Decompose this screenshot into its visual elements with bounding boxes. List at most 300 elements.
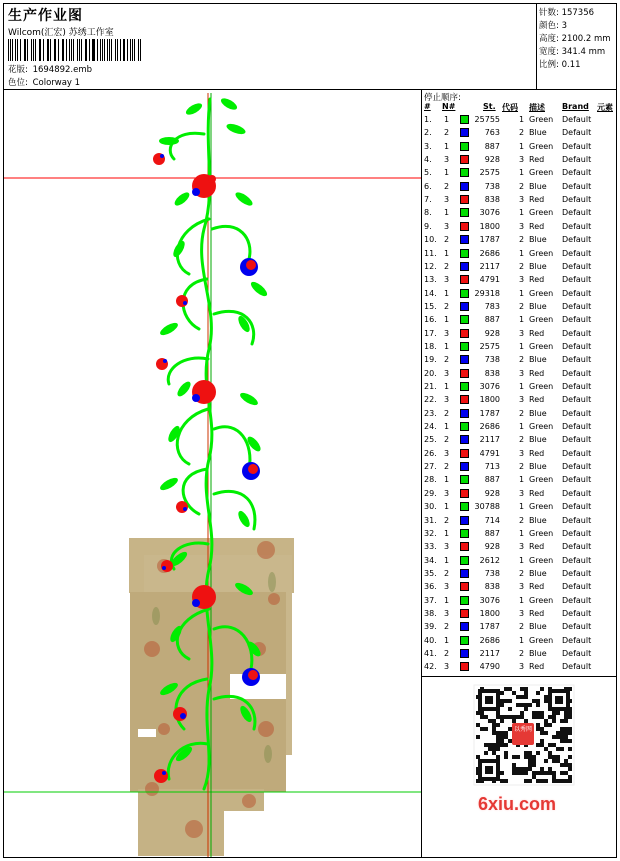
stitch-count: 2575 [479,168,500,178]
stitch-count: 763 [484,128,500,138]
color-description: Green [529,422,554,432]
color-description: Red [529,395,545,405]
row-number: 3. [424,141,432,151]
color-description: Green [529,635,554,645]
thread-brand: Default [562,382,592,391]
thread-brand: Default [562,168,592,178]
color-description: Red [529,195,545,205]
needle-number: 1 [444,208,450,218]
needle-number: 3 [444,195,450,205]
color-code: 1 [519,208,525,218]
color-description: Blue [529,408,547,418]
table-row [422,328,616,341]
needle-number: 1 [444,115,450,124]
needle-number: 3 [444,395,450,405]
stitch-count: 1787 [479,622,500,632]
stitch-count: 713 [484,462,500,472]
color-description: Red [529,542,545,552]
thread-brand: Default [562,408,592,418]
col-element: 元素 [597,103,613,112]
table-row [422,408,616,421]
color-code: 3 [519,275,525,285]
needle-number: 1 [444,341,450,351]
color-code: 1 [519,475,525,485]
thread-brand: Default [562,542,592,552]
col-description: 描述 [529,103,545,112]
table-header [422,102,616,113]
table-row [422,635,616,648]
color-code: 3 [519,448,525,458]
row-number: 6. [424,181,432,191]
row-number: 1. [424,115,432,124]
stitch-count: 30788 [474,502,500,512]
needle-number: 3 [444,542,450,552]
needle-number: 2 [444,301,450,311]
table-row [422,621,616,634]
thread-brand: Default [562,622,592,632]
table-row [422,434,616,447]
thread-brand: Default [562,568,592,578]
color-description: Green [529,475,554,485]
table-row [422,114,616,127]
color-description: Red [529,662,545,672]
color-code: 1 [519,288,525,298]
stitch-count: 2117 [479,649,500,658]
page-title: 生产作业图 [8,8,83,24]
color-description: Red [529,608,545,618]
needle-number: 3 [444,608,450,618]
color-description: Green [529,502,554,512]
color-description: Green [529,141,554,151]
table-row [422,541,616,554]
color-swatch [460,556,469,565]
color-description: Blue [529,128,547,138]
row-number: 29. [424,488,437,498]
embroidery-preview-canvas [4,89,421,857]
color-code: 1 [519,422,525,432]
thread-brand: Default [562,435,592,445]
col-code: 代码 [502,103,518,112]
thread-brand: Default [562,141,592,151]
design-preview [4,89,421,857]
color-description: Green [529,248,554,258]
thread-brand: Default [562,248,592,258]
stitch-count: 738 [484,355,500,365]
table-row [422,501,616,514]
color-swatch [460,208,469,217]
row-number: 24. [424,422,437,432]
thread-brand: Default [562,555,592,565]
color-swatch [460,422,469,431]
table-row [422,167,616,180]
thread-brand: Default [562,328,592,338]
design-height: 高度: 2100.2 mm [539,34,611,44]
color-description: Green [529,315,554,325]
stitch-count: 738 [484,181,500,191]
color-swatch [460,596,469,605]
color-description: Blue [529,568,547,578]
needle-number: 2 [444,435,450,445]
color-code: 2 [519,355,525,365]
row-number: 21. [424,382,437,391]
color-description: Blue [529,462,547,472]
stitch-count: 887 [484,315,500,325]
color-swatch [460,315,469,324]
stitch-count: 928 [484,155,500,165]
needle-number: 1 [444,555,450,565]
thread-brand: Default [562,195,592,205]
thread-brand: Default [562,395,592,405]
table-row [422,381,616,394]
table-row [422,474,616,487]
row-number: 38. [424,608,437,618]
color-swatch [460,435,469,444]
needle-number: 1 [444,528,450,538]
color-code: 2 [519,515,525,525]
color-description: Green [529,115,554,124]
table-row [422,515,616,528]
color-code: 3 [519,395,525,405]
thread-brand: Default [562,261,592,271]
row-number: 34. [424,555,437,565]
stitch-count: 887 [484,475,500,485]
thread-brand: Default [562,301,592,311]
barcode-image [8,39,142,61]
color-sequence-table [422,89,616,677]
col-order: # [424,102,431,111]
row-number: 25. [424,435,437,445]
color-swatch [460,128,469,137]
table-row [422,207,616,220]
table-row [422,274,616,287]
design-label: 花版: [8,65,28,75]
table-row [422,261,616,274]
table-row [422,568,616,581]
table-row [422,154,616,167]
color-count: 颜色: 3 [539,21,567,31]
color-code: 2 [519,649,525,658]
watermark-site: 6xiu.com [478,794,557,814]
color-description: Red [529,221,545,231]
stitch-count: 3076 [479,208,500,218]
color-code: 2 [519,128,525,138]
needle-number: 1 [444,502,450,512]
row-number: 31. [424,515,437,525]
stitch-count: 838 [484,195,500,205]
stitch-count: 714 [484,515,500,525]
stitch-count: 1800 [479,608,500,618]
stitch-count: 25755 [474,115,500,124]
table-row [422,528,616,541]
qr-watermark-panel [422,677,616,857]
table-row [422,314,616,327]
thread-brand: Default [562,502,592,512]
color-description: Blue [529,181,547,191]
needle-number: 2 [444,261,450,271]
thread-brand: Default [562,595,592,605]
design-file-name: 1694892.emb [32,65,93,75]
stitch-count: 2575 [479,341,500,351]
color-code: 3 [519,608,525,618]
needle-number: 3 [444,275,450,285]
color-description: Red [529,488,545,498]
color-swatch [460,155,469,164]
color-swatch [460,462,469,471]
color-swatch [460,142,469,151]
row-number: 30. [424,502,437,512]
needle-number: 3 [444,328,450,338]
needle-number: 1 [444,168,450,178]
thread-brand: Default [562,155,592,165]
design-scale: 比例: 0.11 [539,60,581,70]
colorway-name: Colorway 1 [32,78,81,88]
color-code: 1 [519,595,525,605]
table-row [422,661,616,674]
header [4,4,616,90]
row-number: 4. [424,155,432,165]
needle-number: 3 [444,368,450,378]
color-code: 2 [519,435,525,445]
row-number: 2. [424,128,432,138]
table-row [422,248,616,261]
stitch-count: 4790 [479,662,500,672]
worksheet-frame [3,3,617,858]
table-row [422,354,616,367]
color-description: Green [529,208,554,218]
thread-brand: Default [562,448,592,458]
color-code: 1 [519,528,525,538]
table-row [422,581,616,594]
thread-brand: Default [562,288,592,298]
color-description: Blue [529,622,547,632]
stitch-count: 2612 [479,555,500,565]
color-code: 3 [519,662,525,672]
color-swatch [460,275,469,284]
stitch-count: 928 [484,488,500,498]
row-number: 35. [424,568,437,578]
col-needle: N# [442,102,456,111]
stats-panel [536,4,617,89]
color-code: 3 [519,195,525,205]
color-code: 1 [519,555,525,565]
row-number: 27. [424,462,437,472]
table-row [422,555,616,568]
row-number: 22. [424,395,437,405]
needle-number: 1 [444,475,450,485]
needle-number: 2 [444,408,450,418]
color-swatch [460,182,469,191]
needle-number: 2 [444,515,450,525]
color-swatch [460,222,469,231]
color-description: Blue [529,301,547,311]
color-description: Blue [529,649,547,658]
color-code: 1 [519,141,525,151]
color-swatch [460,329,469,338]
needle-number: 2 [444,622,450,632]
color-swatch [460,235,469,244]
needle-number: 2 [444,355,450,365]
design-file-line [8,63,92,75]
color-code: 2 [519,261,525,271]
color-description: Red [529,155,545,165]
colorway-line [8,76,80,88]
needle-number: 2 [444,181,450,191]
row-number: 12. [424,261,437,271]
thread-brand: Default [562,181,592,191]
thread-brand: Default [562,208,592,218]
needle-number: 1 [444,315,450,325]
table-row [422,461,616,474]
row-number: 17. [424,328,437,338]
table-row [422,234,616,247]
color-swatch [460,569,469,578]
thread-brand: Default [562,475,592,485]
color-swatch [460,395,469,404]
needle-number: 2 [444,568,450,578]
row-number: 5. [424,168,432,178]
needle-number: 1 [444,595,450,605]
color-code: 1 [519,315,525,325]
needle-number: 3 [444,582,450,592]
color-code: 1 [519,115,525,124]
color-code: 1 [519,248,525,258]
row-number: 10. [424,235,437,245]
color-code: 1 [519,382,525,391]
color-description: Green [529,555,554,565]
needle-number: 3 [444,448,450,458]
color-code: 3 [519,582,525,592]
color-description: Red [529,582,545,592]
needle-number: 1 [444,248,450,258]
stitch-count: 2686 [479,635,500,645]
stitch-count: 29318 [474,288,500,298]
table-row [422,488,616,501]
color-code: 1 [519,635,525,645]
thread-brand: Default [562,462,592,472]
color-swatch [460,582,469,591]
table-row [422,421,616,434]
stitch-count: 887 [484,141,500,151]
color-swatch [460,249,469,258]
thread-brand: Default [562,368,592,378]
color-swatch [460,609,469,618]
colorway-label: 色位: [8,78,28,88]
color-swatch [460,516,469,525]
col-brand: Brand [562,102,589,111]
color-swatch [460,262,469,271]
color-description: Blue [529,515,547,525]
thread-brand: Default [562,649,592,658]
color-description: Red [529,368,545,378]
row-number: 23. [424,408,437,418]
row-number: 18. [424,341,437,351]
table-row [422,394,616,407]
color-description: Red [529,448,545,458]
table-row [422,141,616,154]
stitch-count: 2117 [479,261,500,271]
thread-brand: Default [562,528,592,538]
stitch-count: 1787 [479,408,500,418]
table-row [422,448,616,461]
stitch-count: 1787 [479,235,500,245]
table-row [422,194,616,207]
color-swatch [460,502,469,511]
table-row [422,648,616,661]
stitch-count: 针数: 157356 [539,8,595,18]
needle-number: 2 [444,128,450,138]
color-description: Green [529,168,554,178]
row-number: 26. [424,448,437,458]
color-swatch [460,542,469,551]
stitch-count: 4791 [479,448,500,458]
row-number: 32. [424,528,437,538]
row-number: 16. [424,315,437,325]
color-swatch [460,168,469,177]
color-code: 2 [519,622,525,632]
table-caption: 停止顺序: [424,93,461,103]
needle-number: 3 [444,155,450,165]
color-swatch [460,355,469,364]
thread-brand: Default [562,128,592,138]
table-row [422,608,616,621]
color-code: 3 [519,155,525,165]
color-code: 1 [519,341,525,351]
needle-number: 3 [444,662,450,672]
row-number: 19. [424,355,437,365]
thread-brand: Default [562,515,592,525]
color-swatch [460,649,469,658]
stitch-count: 887 [484,528,500,538]
color-description: Green [529,288,554,298]
color-code: 3 [519,542,525,552]
stitch-count: 3076 [479,382,500,391]
row-number: 39. [424,622,437,632]
stitch-count: 738 [484,568,500,578]
thread-brand: Default [562,221,592,231]
thread-brand: Default [562,608,592,618]
needle-number: 1 [444,382,450,391]
color-code: 2 [519,301,525,311]
row-number: 33. [424,542,437,552]
thread-brand: Default [562,635,592,645]
thread-brand: Default [562,355,592,365]
color-code: 3 [519,328,525,338]
table-row [422,221,616,234]
color-swatch [460,342,469,351]
studio-name: Wilcom(汇宏) 苏绣工作室 [8,28,114,38]
color-swatch [460,409,469,418]
thread-brand: Default [562,275,592,285]
color-code: 2 [519,462,525,472]
color-swatch [460,636,469,645]
color-description: Green [529,341,554,351]
row-number: 40. [424,635,437,645]
needle-number: 1 [444,422,450,432]
color-swatch [460,289,469,298]
thread-brand: Default [562,662,592,672]
thread-brand: Default [562,422,592,432]
color-description: Blue [529,435,547,445]
table-row [422,341,616,354]
color-swatch [460,115,469,124]
row-number: 14. [424,288,437,298]
color-swatch [460,302,469,311]
color-description: Blue [529,261,547,271]
design-width: 宽度: 341.4 mm [539,47,606,57]
table-row [422,181,616,194]
color-swatch [460,382,469,391]
stitch-count: 783 [484,301,500,311]
